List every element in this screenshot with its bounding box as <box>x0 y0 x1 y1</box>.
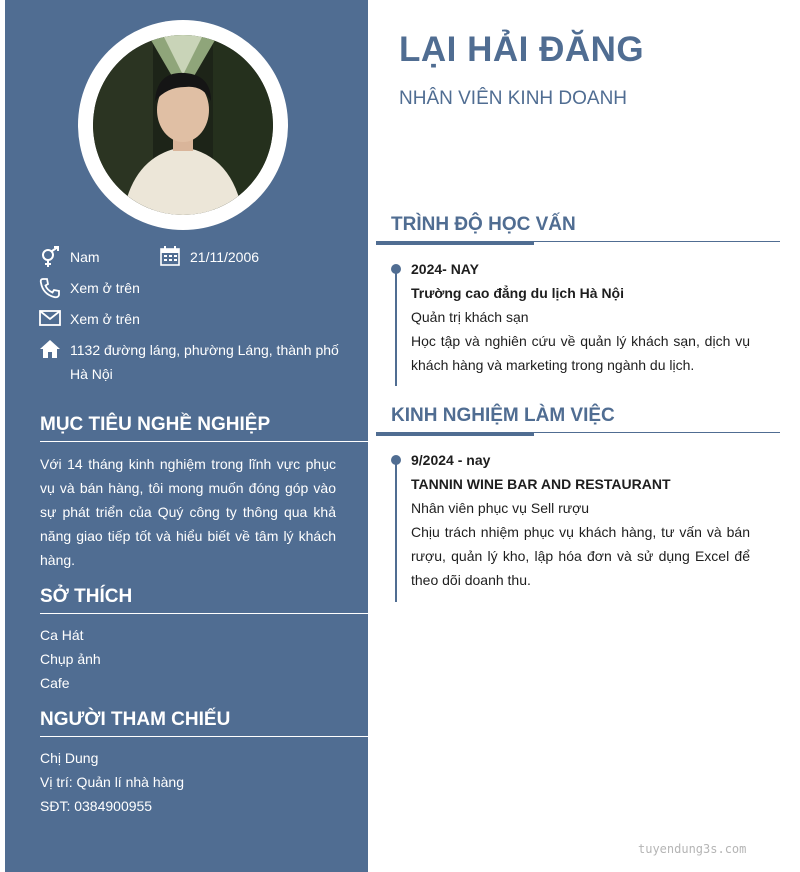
address-value: 1132 đường láng, phường Láng, thành phố Hà Nội <box>70 342 339 382</box>
experience-date: 9/2024 - nay <box>411 452 491 468</box>
phone-value: Xem ở trên <box>70 280 140 296</box>
gender-value: Nam <box>70 249 100 265</box>
education-entry <box>411 257 750 377</box>
calendar-icon <box>160 246 182 268</box>
candidate-name: LẠI HẢI ĐĂNG <box>399 30 645 69</box>
experience-heading: KINH NGHIỆM LÀM VIỆC <box>376 405 780 433</box>
hobby-item: Ca Hát <box>40 627 84 643</box>
reference-heading: NGƯỜI THAM CHIẾU <box>40 709 368 737</box>
education-heading: TRÌNH ĐỘ HỌC VẤN <box>376 214 780 242</box>
watermark: tuyendung3s.com <box>638 842 747 856</box>
education-heading-underline <box>376 242 534 245</box>
gender-icon <box>39 246 61 268</box>
hobbies-list <box>40 623 101 695</box>
experience-timeline-dot <box>391 455 401 465</box>
avatar <box>93 35 273 215</box>
birthdate-value: 21/11/2006 <box>190 249 260 265</box>
experience-heading-underline <box>376 433 534 436</box>
hobby-item: Chụp ảnh <box>40 651 101 667</box>
reference-phone: SĐT: 0384900955 <box>40 798 153 814</box>
education-description: Học tập và nghiên cứu về quản lý khách sạn, dịch vụ khách hàng và marketing trong ngành du lịch. <box>411 333 750 373</box>
home-icon <box>39 339 61 361</box>
experience-entry <box>411 448 750 592</box>
candidate-position: NHÂN VIÊN KINH DOANH <box>399 88 628 109</box>
career-goal-heading: MỤC TIÊU NGHỀ NGHIỆP <box>40 414 368 442</box>
career-goal-text: Với 14 tháng kinh nghiệm trong lĩnh vực phục vụ và bán hàng, tôi mong muốn đóng góp vào sự phát triển của Quý công ty thông qua khả năng giao tiếp tốt và hiểu biết về tâm lý khách hàng. <box>40 456 336 568</box>
experience-timeline-line <box>395 457 397 602</box>
education-school: Trường cao đẳng du lịch Hà Nội <box>411 285 624 301</box>
avatar-frame <box>78 20 288 230</box>
hobbies-heading: SỞ THÍCH <box>40 586 368 614</box>
experience-title: Nhân viên phục vụ Sell rượu <box>411 500 590 516</box>
reference-details <box>40 746 184 818</box>
education-timeline-line <box>395 266 397 386</box>
education-timeline-dot <box>391 264 401 274</box>
reference-name: Chị Dung <box>40 750 99 766</box>
phone-icon <box>39 277 61 299</box>
email-value: Xem ở trên <box>70 311 140 327</box>
education-date: 2024- NAY <box>411 261 479 277</box>
hobby-item: Cafe <box>40 675 70 691</box>
experience-company: TANNIN WINE BAR AND RESTAURANT <box>411 476 671 492</box>
experience-description: Chịu trách nhiệm phục vụ khách hàng, tư vấn và bán rượu, quản lý kho, lập hóa đơn và sử dụng Excel để theo dõi doanh thu. <box>411 524 750 588</box>
sidebar <box>5 0 368 872</box>
education-major: Quản trị khách sạn <box>411 309 529 325</box>
reference-role: Vị trí: Quản lí nhà hàng <box>40 774 184 790</box>
email-icon <box>39 309 61 331</box>
